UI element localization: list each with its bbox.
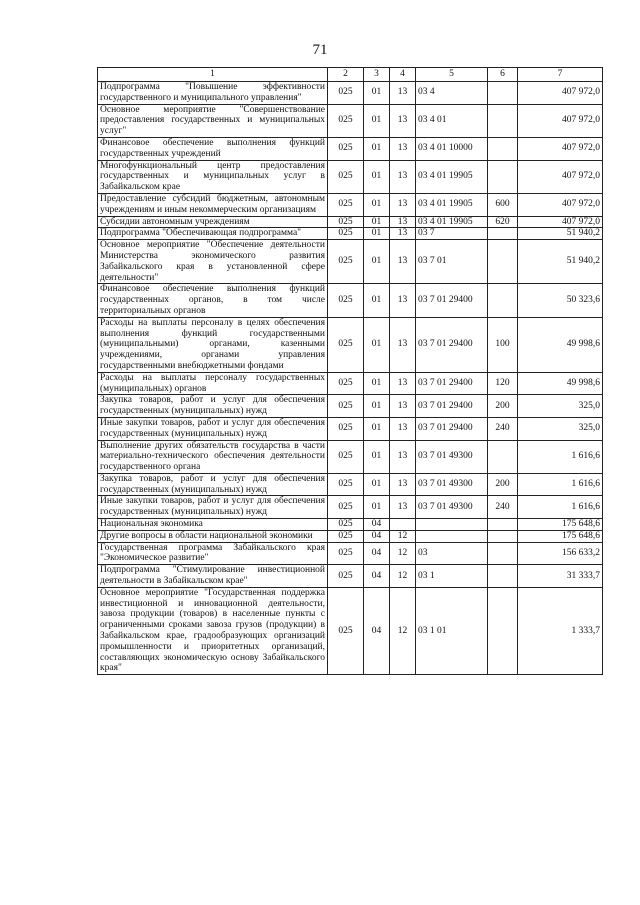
- amount: 407 972,0: [518, 193, 603, 216]
- target-article-code: 03: [416, 542, 488, 565]
- ministry-code: 025: [328, 372, 364, 395]
- row-name: Субсидии автономным учреждениям: [98, 216, 328, 228]
- section-code: 04: [364, 542, 390, 565]
- section-code: 01: [364, 496, 390, 519]
- section-code: 01: [364, 473, 390, 496]
- section-code: 01: [364, 284, 390, 317]
- table-row: [98, 496, 603, 519]
- target-article-code: 03 7 01 49300: [416, 496, 488, 519]
- table-row: [98, 216, 603, 228]
- subsection-code: 13: [390, 137, 416, 160]
- table-row: [98, 372, 603, 395]
- table-row: [98, 160, 603, 193]
- section-code: 04: [364, 565, 390, 588]
- header-col-5: 5: [416, 68, 488, 82]
- amount: 407 972,0: [518, 104, 603, 137]
- row-name: Государственная программа Забайкальского края "Экономическое развитие": [98, 542, 328, 565]
- row-name: Подпрограмма "Повышение эффективности государственного и муниципального управления": [98, 82, 328, 105]
- table-row: [98, 228, 603, 240]
- subsection-code: 12: [390, 530, 416, 542]
- expense-type-code: 120: [488, 372, 518, 395]
- row-name: Иные закупки товаров, работ и услуг для обеспечения государственных (муниципальных) нужд: [98, 496, 328, 519]
- section-code: 01: [364, 417, 390, 440]
- expense-type-code: 600: [488, 193, 518, 216]
- amount: 1 333,7: [518, 587, 603, 674]
- subsection-code: 13: [390, 317, 416, 372]
- ministry-code: 025: [328, 473, 364, 496]
- amount: 156 633,2: [518, 542, 603, 565]
- expense-type-code: [488, 565, 518, 588]
- target-article-code: 03 4 01 10000: [416, 137, 488, 160]
- table-row: [98, 542, 603, 565]
- table-row: [98, 395, 603, 418]
- table-row: [98, 104, 603, 137]
- target-article-code: 03 4: [416, 82, 488, 105]
- target-article-code: 03 7 01 49300: [416, 473, 488, 496]
- header-col-1: 1: [98, 68, 328, 82]
- table-row: [98, 82, 603, 105]
- expense-type-code: [488, 284, 518, 317]
- row-name: Закупка товаров, работ и услуг для обеспечения государственных (муниципальных) нужд: [98, 395, 328, 418]
- section-code: 01: [364, 137, 390, 160]
- target-article-code: 03 4 01 19905: [416, 160, 488, 193]
- target-article-code: 03 7 01 29400: [416, 372, 488, 395]
- expense-type-code: 240: [488, 496, 518, 519]
- target-article-code: 03 7 01 29400: [416, 395, 488, 418]
- row-name: Финансовое обеспечение выполнения функций государственных учреждений: [98, 137, 328, 160]
- target-article-code: 03 4 01 19905: [416, 193, 488, 216]
- expense-type-code: 240: [488, 417, 518, 440]
- table-row: [98, 565, 603, 588]
- amount: 49 998,6: [518, 317, 603, 372]
- table-row: [98, 193, 603, 216]
- amount: 325,0: [518, 395, 603, 418]
- row-name: Закупка товаров, работ и услуг для обеспечения государственных (муниципальных) нужд: [98, 473, 328, 496]
- amount: 407 972,0: [518, 137, 603, 160]
- subsection-code: 13: [390, 216, 416, 228]
- row-name: Национальная экономика: [98, 519, 328, 531]
- target-article-code: 03 4 01: [416, 104, 488, 137]
- subsection-code: 13: [390, 82, 416, 105]
- ministry-code: 025: [328, 82, 364, 105]
- table-row: [98, 473, 603, 496]
- subsection-code: 12: [390, 542, 416, 565]
- amount: 407 972,0: [518, 160, 603, 193]
- amount: 31 333,7: [518, 565, 603, 588]
- amount: 49 998,6: [518, 372, 603, 395]
- target-article-code: [416, 530, 488, 542]
- subsection-code: 13: [390, 284, 416, 317]
- ministry-code: 025: [328, 240, 364, 284]
- ministry-code: 025: [328, 530, 364, 542]
- expense-type-code: 200: [488, 395, 518, 418]
- target-article-code: 03 7 01 29400: [416, 317, 488, 372]
- ministry-code: 025: [328, 104, 364, 137]
- section-code: 01: [364, 395, 390, 418]
- section-code: 01: [364, 104, 390, 137]
- subsection-code: [390, 519, 416, 531]
- table-row: [98, 530, 603, 542]
- ministry-code: 025: [328, 193, 364, 216]
- amount: 407 972,0: [518, 82, 603, 105]
- header-col-6: 6: [488, 68, 518, 82]
- target-article-code: 03 7 01 29400: [416, 284, 488, 317]
- expense-type-code: [488, 160, 518, 193]
- row-name: Основное мероприятие "Обеспечение деятельности Министерства экономического развития Забайкальского края в установленной сфере деятельности": [98, 240, 328, 284]
- table-row: [98, 240, 603, 284]
- ministry-code: 025: [328, 440, 364, 473]
- row-name: Выполнение других обязательств государства в части материально-технического обеспечения деятельности государственного органа: [98, 440, 328, 473]
- target-article-code: 03 7 01: [416, 240, 488, 284]
- amount: 1 616,6: [518, 440, 603, 473]
- table-row: [98, 137, 603, 160]
- ministry-code: 025: [328, 519, 364, 531]
- table-row: [98, 519, 603, 531]
- ministry-code: 025: [328, 587, 364, 674]
- row-name: Финансовое обеспечение выполнения функций государственных органов, в том числе территориальных органов: [98, 284, 328, 317]
- subsection-code: 13: [390, 395, 416, 418]
- amount: 175 648,6: [518, 519, 603, 531]
- amount: 51 940,2: [518, 228, 603, 240]
- ministry-code: 025: [328, 395, 364, 418]
- expense-type-code: [488, 228, 518, 240]
- subsection-code: 13: [390, 417, 416, 440]
- table-row: [98, 587, 603, 674]
- amount: 50 323,6: [518, 284, 603, 317]
- target-article-code: 03 7 01 49300: [416, 440, 488, 473]
- amount: 51 940,2: [518, 240, 603, 284]
- target-article-code: 03 4 01 19905: [416, 216, 488, 228]
- section-code: 01: [364, 317, 390, 372]
- header-col-2: 2: [328, 68, 364, 82]
- row-name: Подпрограмма "Обеспечивающая подпрограмма": [98, 228, 328, 240]
- expense-type-code: [488, 519, 518, 531]
- expense-type-code: [488, 440, 518, 473]
- subsection-code: 13: [390, 193, 416, 216]
- amount: 407 972,0: [518, 216, 603, 228]
- table-body: [98, 82, 603, 675]
- ministry-code: 025: [328, 417, 364, 440]
- row-name: Основное мероприятие "Государственная поддержка инвестиционной и инновационной деятельности, завоза продукции (товаров) в населенные пункты с ограниченными сроками завоза грузов (продукции) в Забайкальском крае, градообразующих организаций промышленности и приоритетных организаций, составляющих экономическую основу Забайкальского края": [98, 587, 328, 674]
- ministry-code: 025: [328, 160, 364, 193]
- ministry-code: 025: [328, 542, 364, 565]
- expense-type-code: [488, 240, 518, 284]
- subsection-code: 12: [390, 565, 416, 588]
- expense-type-code: 100: [488, 317, 518, 372]
- ministry-code: 025: [328, 496, 364, 519]
- target-article-code: 03 1 01: [416, 587, 488, 674]
- ministry-code: 025: [328, 228, 364, 240]
- table-header-row: [98, 68, 603, 82]
- table-row: [98, 417, 603, 440]
- header-col-3: 3: [364, 68, 390, 82]
- amount: 1 616,6: [518, 473, 603, 496]
- expense-type-code: 620: [488, 216, 518, 228]
- ministry-code: 025: [328, 284, 364, 317]
- row-name: Подпрограмма "Стимулирование инвестиционной деятельности в Забайкальском крае": [98, 565, 328, 588]
- amount: 1 616,6: [518, 496, 603, 519]
- section-code: 01: [364, 193, 390, 216]
- budget-table: [97, 67, 603, 675]
- expense-type-code: [488, 104, 518, 137]
- section-code: 04: [364, 530, 390, 542]
- amount: 175 648,6: [518, 530, 603, 542]
- expense-type-code: [488, 542, 518, 565]
- expense-type-code: 200: [488, 473, 518, 496]
- target-article-code: 03 7 01 29400: [416, 417, 488, 440]
- section-code: 01: [364, 216, 390, 228]
- amount: 325,0: [518, 417, 603, 440]
- row-name: Предоставление субсидий бюджетным, автономным учреждениям и иным некоммерческим организациям: [98, 193, 328, 216]
- subsection-code: 12: [390, 587, 416, 674]
- subsection-code: 13: [390, 160, 416, 193]
- section-code: 01: [364, 160, 390, 193]
- row-name: Многофункциональный центр предоставления государственных и муниципальных услуг в Забайкальском крае: [98, 160, 328, 193]
- section-code: 01: [364, 240, 390, 284]
- subsection-code: 13: [390, 473, 416, 496]
- target-article-code: [416, 519, 488, 531]
- page-number: 71: [312, 42, 328, 58]
- subsection-code: 13: [390, 440, 416, 473]
- header-col-7: 7: [518, 68, 603, 82]
- target-article-code: 03 1: [416, 565, 488, 588]
- expense-type-code: [488, 82, 518, 105]
- ministry-code: 025: [328, 565, 364, 588]
- ministry-code: 025: [328, 137, 364, 160]
- subsection-code: 13: [390, 496, 416, 519]
- row-name: Основное мероприятие "Совершенствование предоставления государственных и муниципальных услуг": [98, 104, 328, 137]
- table-row: [98, 284, 603, 317]
- table-row: [98, 440, 603, 473]
- table-row: [98, 317, 603, 372]
- expense-type-code: [488, 587, 518, 674]
- section-code: 04: [364, 519, 390, 531]
- expense-type-code: [488, 137, 518, 160]
- expense-type-code: [488, 530, 518, 542]
- section-code: 01: [364, 228, 390, 240]
- section-code: 01: [364, 82, 390, 105]
- target-article-code: 03 7: [416, 228, 488, 240]
- ministry-code: 025: [328, 317, 364, 372]
- header-col-4: 4: [390, 68, 416, 82]
- section-code: 01: [364, 372, 390, 395]
- row-name: Иные закупки товаров, работ и услуг для обеспечения государственных (муниципальных) нужд: [98, 417, 328, 440]
- row-name: Другие вопросы в области национальной экономики: [98, 530, 328, 542]
- ministry-code: 025: [328, 216, 364, 228]
- subsection-code: 13: [390, 240, 416, 284]
- section-code: 04: [364, 587, 390, 674]
- section-code: 01: [364, 440, 390, 473]
- subsection-code: 13: [390, 104, 416, 137]
- subsection-code: 13: [390, 372, 416, 395]
- row-name: Расходы на выплаты персоналу государственных (муниципальных) органов: [98, 372, 328, 395]
- subsection-code: 13: [390, 228, 416, 240]
- row-name: Расходы на выплаты персоналу в целях обеспечения выполнения функций государственными (муниципальными) органами, казенными учреждениями, органами управления государственными внебюджетными фондами: [98, 317, 328, 372]
